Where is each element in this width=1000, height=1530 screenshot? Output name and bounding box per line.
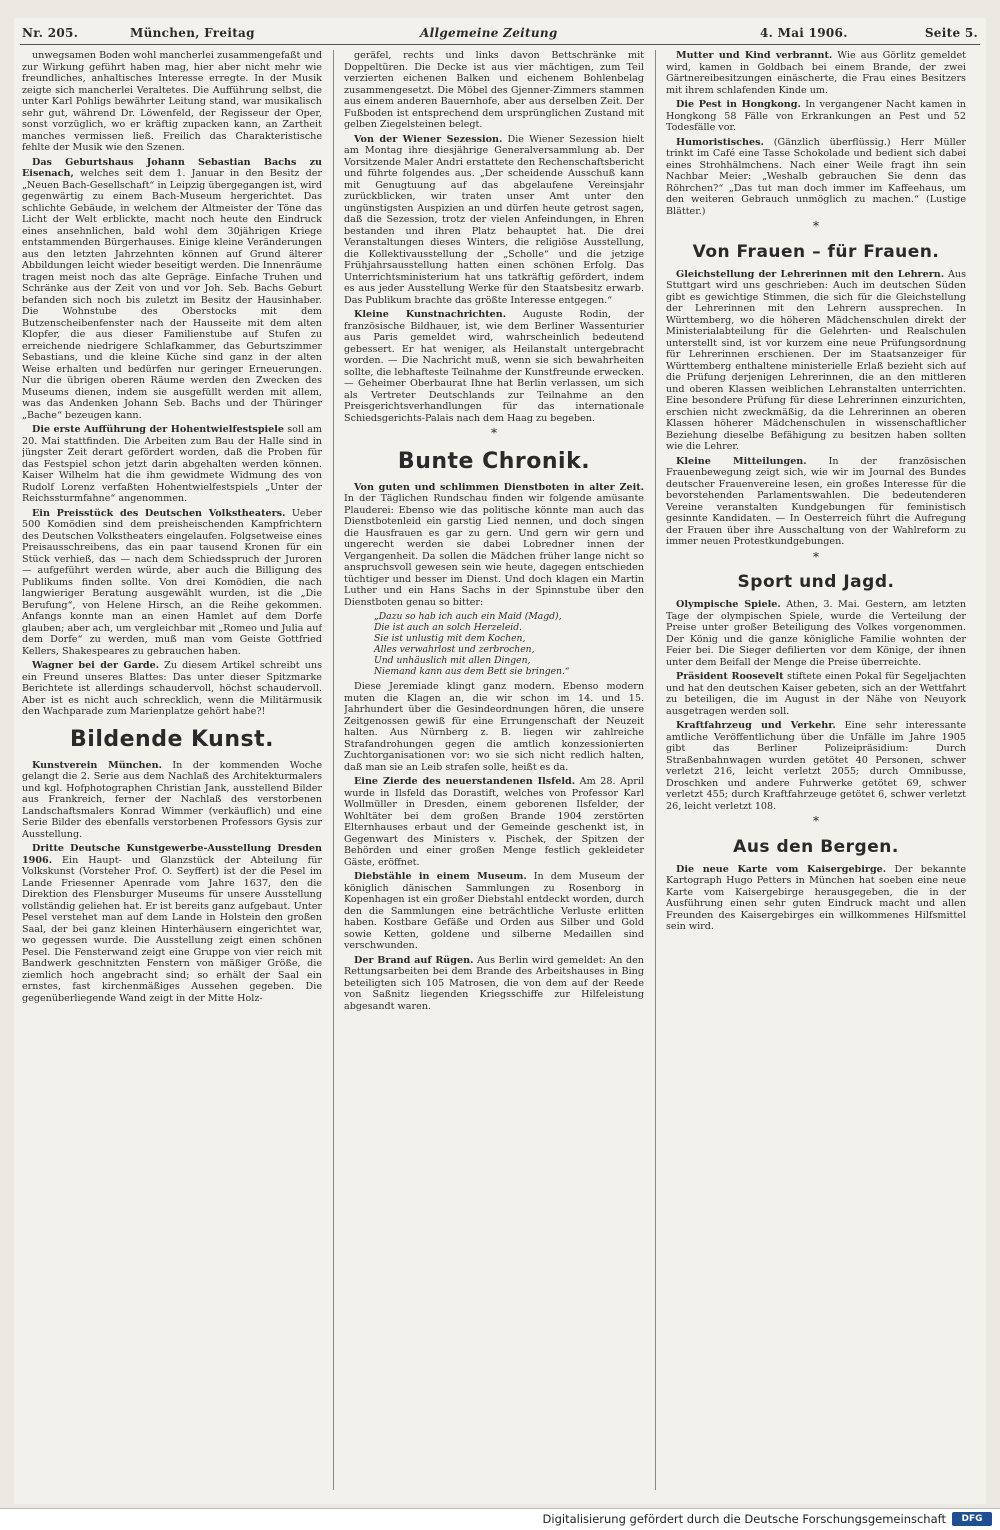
article-heading: Die Pest in Hongkong. <box>676 99 801 110</box>
article-heading: Die erste Aufführung der Hohentwielfestspiele <box>32 424 285 435</box>
article-text: Am 28. April wurde in Ilsfeld das Dorastift, welches von Professor Karl Wollmüller in Dresden, einem geborenen Ilsfelder, der Wohltäter bei dem großen Brande 1904 zerstörten Elternhauses erbaut und der Gemeinde geschenkt ist, in Gegenwart des Ministers v. Pischek, der Spitzen der Behörden und einer großen Menge festlich gekleideter Gäste, eröffnet. <box>344 776 644 868</box>
article-text: In dem Museum der königlich dänischen Sammlungen zu Rosenborg in Kopenhagen ist ein großer Diebstahl entdeckt worden, durch den die Sammlungen eine beträchtliche Verluste erlitten haben. Kostbare Gefäße und Orden aus Silber und Gold sowie Ketten, goldene und silberne Medaillen sind verschwunden. <box>344 871 644 951</box>
issue-date: 4. Mai 1906. <box>760 26 848 40</box>
article-text: welches seit dem 1. Januar in den Besitz der „Neuen Bach-Gesellschaft“ in Leipzig übergegangen ist, wird gegenwärtig zu einem Bach-Museum hergerichtet. Das schlichte Gebäude, in welchem der Altmeister der Töne das Licht der Welt erblickte, macht noch heute den Eindruck eines ansehnlichen, bald wohl dem 30jährigen Kriege entstammenden Bürgerhauses. Einige kleine Veränderungen aus den letzten Jahrzehnten können auf Grund älterer Abbildungen leicht wieder beseitigt werden. Die Innenräume tragen meist noch das alte Gepräge. Einfache Truhen und Schränke aus der Zeit von und vor Joh. Seb. Bachs Geburt befanden sich noch bis zuletzt im Besitz der Hausinhaber. Die Wohnstube des Oberstocks mit dem Butzenscheibenfenster nach der Hausseite mit dem alten Klopfer, die aus dieser Familienstube auf Stufen zu erreichende niedrigere Schlafkammer, das Geburtszimmer Sebastians, und die kleine Küche sind ganz in der alten Weise erhalten und bedürfen nur geringer Erneuerungen. Nur die übrigen oberen Räume werden den Zwecken des Museums dienen, indem sie ausgefüllt werden mit allem, was das Andenken Johann Seb. Bachs und der Thüringer „Bache“ bezeugen kann. <box>22 168 322 421</box>
article-heading: Wagner bei der Garde. <box>32 660 160 671</box>
article <box>666 137 966 218</box>
article-heading: Kraftfahrzeug und Verkehr. <box>676 720 836 731</box>
article <box>666 864 966 933</box>
column-3 <box>666 50 966 1490</box>
article-text: In der kommenden Woche gelangt die 2. Serie aus dem Nachlaß des Architekturmalers und kgl. Hofphotographen Christian Jank, ausstellend Bilder aus Frankreich, ferner der Nachlaß des verstorbenen Landschaftsmalers Konrad Wimmer (verkäuflich) und eine Serie Bilder des ebenfalls verstorbenen Professors Gysis zur Ausstellung. <box>22 759 322 840</box>
column-divider <box>333 50 334 1490</box>
article <box>22 760 322 841</box>
article-heading: Die neue Karte vom Kaisergebirge. <box>676 863 887 875</box>
article <box>22 157 322 422</box>
column-1 <box>22 50 322 1490</box>
article-text: (Gänzlich überflüssig.) Herr Müller trinkt im Café eine Tasse Schokolade und bedient sich dabei eines Strohhälmchens. Nach einer Weile fragt ihn sein Nachbar Meier: „Weshalb gebrauchen Sie denn das Röhrchen?“ „Das tut man doch immer im Kaffeehaus, um den weiteren Gebrauch unmöglich zu machen.“ (Lustige Blätter.) <box>666 136 966 217</box>
article-heading: Präsident Roosevelt <box>676 671 784 682</box>
article-text: Ein Haupt- und Glanzstück der Abteilung für Volkskunst (Vorsteher Prof. O. Seyffert) ist der die Pesel im Lande Friesenner Apenrade vom Jahre 1637, den die Direktion des Flensburger Museums für unsere Ausstellung vollständig geliehen hat. Er ist bereits ganz aufgebaut. Unter Pesel verstehet man auf dem Lande in Holstein den großen Saal, der bei ganz kleinen Hinterhäusern eingerichtet war, wo gegessen wurde. Die Ausstellung zeigt einen schönen Pesel. Die Fensterwand zeigt eine Gruppe von vier reich mit Bandwerk geschnitzten Fenstern von mäßiger Größe, die ziemlich hoch angebracht sind; so erhält der Saal ein ernstes, fast kirchenmäßiges Aussehen gegeben. Die gegenüberliegende Wand zeigt in der Mitte Holz- <box>22 854 322 1004</box>
article-heading: Kunstverein München. <box>32 759 162 771</box>
section-ornament: * <box>813 219 819 233</box>
city-day: München, Freitag <box>130 26 255 40</box>
article-heading: Kleine Kunstnachrichten. <box>354 309 507 320</box>
article-heading: Mutter und Kind verbrannt. <box>676 50 833 61</box>
article-text: geräfel, rechts und links davon Bettschränke mit Doppeltüren. Die Decke ist aus vier mächtigen, zum Teil verzierten eichenen Balken und eichenem Bohlenbelag zusammengesetzt. Die Möbel des Gjenner-Zimmers stammen aus einem anderen Bauernhofe, aber aus derselben Zeit. Der Fußboden ist entsprechend dem ursprünglichen Zustand mit gelben Ziegelsteinen belegt. <box>344 50 644 130</box>
poem-line: Niemand kann aus dem Bett sie bringen.“ <box>374 666 570 677</box>
article-heading: Olympische Spiele. <box>676 599 781 610</box>
article-text: Der bekannte Kartograph Hugo Petters in München hat soeben eine neue Karte vom Kaisergebirge herausgegeben, die in der Ausführung einen sehr guten Eindruck macht und allen Freunden des Kaisergebirges ein willkommenes Hilfsmittel sein wird. <box>666 863 966 932</box>
article <box>344 871 644 952</box>
article <box>22 424 322 505</box>
column-divider <box>655 50 656 1490</box>
poem-line: Die ist auch an solch Herzeleid. <box>374 622 523 633</box>
article <box>344 776 644 868</box>
poem-line: „Dazu so hab ich auch ein Maid (Magd), <box>374 611 562 622</box>
article <box>22 660 322 718</box>
funding-notice: Digitalisierung gefördert durch die Deutsche Forschungsgemeinschaft <box>542 1512 946 1526</box>
poem-line: Alles verwahrlost und zerbrochen, <box>374 644 535 655</box>
column-2 <box>344 50 644 1490</box>
article-text: Auguste Rodin, der französische Bildhauer, ist, wie dem Berliner Wassenturier aus Paris gemeldet wird, wahrscheinlich bedeutend gebessert. Er hat weniger, als Heilanstalt untergebracht worden. — Die Nachricht muß, wenn sie sich bewahrheiten sollte, die lebhafteste Teilnahme der Kunstfreunde erwecken. — Geheimer Oberbaurat Ihne hat Berlin verlassen, um sich als Vertreter Deutschlands zur Teilnahme an den Preisgerichtsverhandlungen für das internationale Schiedsgerichts-Palais nach dem Haag zu begeben. <box>344 309 644 424</box>
page-header <box>20 24 980 45</box>
section-heading-bunte-chronik: Bunte Chronik. <box>397 448 591 474</box>
article-text: soll am 20. Mai stattfinden. Die Arbeiten zum Bau der Halle sind in jüngster Zeit derart gefördert worden, daß die Proben für das Festspiel schon jetzt darin abgehalten werden können. Kaiser Wilhelm hat die ihm gewidmete Widmung des von Rudolf Lorenz verfaßten Hohentwielfestspiels „Unter der Reichssturmfahne“ angenommen. <box>22 424 322 504</box>
section-ornament: * <box>491 426 497 440</box>
article-text: Aus Stuttgart wird uns geschrieben: Auch im deutschen Süden gibt es gewichtige Stimmen, die sich für die Gleichstellung der Lehrerinnen mit den Lehrern aussprechen. In Württemberg, wo die höheren Mädchenschulen direkt der Ministerialabteilung für die Gelehrten- und Realschulen unterstellt sind, ist vor kurzem eine neue Prüfungsordnung für Lehrerinnen erschienen. Der im Staatsanzeiger für Württemberg enthaltene ministerielle Erlaß bezieht sich auf die Prüfung derjenigen Lehrerinnen, die an den mittleren und oberen Klassen weiblichen Lehranstalten unterrichten. Eine besondere Prüfung für diese Lehrerinnen einzurichten, erschien nicht zweckmäßig, da die Lehrerinnen an oberen Klassen höherer Mädchenschulen in wissenschaftlicher Beziehung dieselbe Befähigung zu besitzen haben sollten wie die Lehrer. <box>666 268 966 452</box>
article <box>666 99 966 134</box>
article-text: stiftete einen Pokal für Segeljachten und hat den deutschen Kaiser gebeten, sich an der Wettfahrt zu beteiligen, die im August in der Nähe von Neuyork ausgetragen werden soll. <box>666 671 966 717</box>
article-text: unwegsamen Boden wohl mancherlei zusammengefaßt und zur Wirkung geführt haben mag, hier aber nicht mehr wie freundliches, anhaltisches Interesse erregte. In der Musik zeigte sich mancherlei Veraltetes. Die Aufführung selbst, die unter Karl Pohligs bewährter Leitung stand, war musikalisch sehr gut, während Dr. Löwenfeld, der Regisseur der Oper, sonst vorzüglich, wo er kräftig zupacken kann, an Zartheit manches vermissen ließ. Freilich das Charakteristische fehlte der Musik wie den Szenen. <box>22 50 322 153</box>
article-heading: Von guten und schlimmen Dienstboten in alter Zeit. <box>354 481 644 493</box>
article-text: Zu diesem Artikel schreibt uns ein Freund unseres Blattes: Das unter dieser Spitzmarke Berichtete ist allerdings schaudervoll, höchst schaudervoll. Aber ist es nicht auch schrecklich, wenn die Militärmusik den Wachparade zum Marienplatze gehört habe?! <box>22 660 322 717</box>
article-heading: Eine Zierde des neuerstandenen Ilsfeld. <box>354 776 576 787</box>
article-heading: Kleine Mitteilungen. <box>676 455 807 467</box>
section-ornament: * <box>813 814 819 828</box>
paper-title: Allgemeine Zeitung <box>420 26 558 40</box>
article <box>344 482 644 609</box>
article <box>22 843 322 1004</box>
section-ornament: * <box>813 549 819 564</box>
section-heading-bergen: Aus den Bergen. <box>733 836 899 857</box>
article <box>666 269 966 453</box>
article-heading: Gleichstellung der Lehrerinnen mit den Lehrern. <box>676 268 945 280</box>
article-heading: Das Geburtshaus Johann Sebastian Bachs zu Eisenach, <box>22 156 322 179</box>
article-text: Wie aus Görlitz gemeldet wird, kamen in Goldbach bei einem Brande, der zwei Gärtnereibesitzungen einäscherte, die Frau eines Besitzers mit ihrem schlafenden Kinde um. <box>666 50 966 96</box>
poem-line: Sie ist unlustig mit dem Kochen, <box>374 633 526 644</box>
article <box>344 309 644 424</box>
poem-quote <box>374 611 644 677</box>
article-heading: Von der Wiener Sezession. <box>354 133 503 145</box>
page-number: Seite 5. <box>924 26 978 40</box>
article <box>666 720 966 812</box>
article-text: Diese Jeremiade klingt ganz modern. Ebenso modern muten die Klagen an, die wir schon im 14. und 15. Jahrhundert über die Gesindeordnungen hören, die unsere Zeitgenossen gewiß für eine Errungenschaft der Neuzeit halten. Aus Nürnberg z. B. liegen wir zahlreiche Strafandrohungen gegen die amtlich konzessionierten Zuchtorganisationen vor: wo sie sich nicht redlich halten, daß man sie an Leib strafen solle, heißt es da. <box>344 681 644 773</box>
digitization-footer <box>0 1508 1000 1530</box>
section-heading-bildende-kunst: Bildende Kunst. <box>70 726 274 752</box>
article-heading: Ein Preisstück des Deutschen Volkstheaters. <box>32 507 286 519</box>
article <box>666 50 966 96</box>
article-heading: Der Brand auf Rügen. <box>354 954 474 966</box>
article-heading: Dritte Deutsche Kunstgewerbe-Ausstellung Dresden 1906. <box>22 843 322 866</box>
article-text: Die Wiener Sezession hielt am Montag ihre diesjährige Generalversammlung ab. Der Vorsitzende Maler Andri erstattete den Rechenschaftsbericht und führte folgendes aus. „Der scheidende Ausschuß kann mit Genugtuung auf das abgelaufene Vereinsjahr zurückblicken, wir traten unser Amt unter den ungünstigsten Auspizien an und dürfen heute getrost sagen, daß die Sezession, trotz der vielen Anfeindungen, in Ehren bestanden und ihren Platz behauptet hat. Die drei Veranstaltungen dieses Winters, die religiöse Ausstellung, die Kollektivausstellung der „Scholle“ und die jetzige Frühjahrsausstellung hatten einen schönen Erfolg. Das Unterrichtsministerium hat uns tatkräftig gefördert, indem es aus jeder Ausstellung Werke für den Staatsbesitz erwarb. Das Publikum brachte das größte Interesse entgegen.“ <box>344 133 644 306</box>
issue-number: Nr. 205. <box>22 26 79 40</box>
article <box>666 456 966 548</box>
article-text: In der Täglichen Rundschau finden wir folgende amüsante Plauderei: Ebenso wie das politische könnte man auch das Dienstbotenleid ein garstig Lied nennen, und doch singen die Hausfrauen es gar zu gern. Und gern wir gern und ungerecht werden sie dabei Lobredner innen der Vergangenheit. Da sollen die Mädchen früher lange nicht so anspruchsvoll gewesen sein wie heute, dagegen entschieden tüchtiger und besser im Dienst. Und doch klagen ein Martin Luther und ein Hans Sachs in der Spinnstube über den Dienstboten genau so bitter: <box>344 493 644 608</box>
newspaper-page <box>14 18 986 1504</box>
article-text: Ueber 500 Komödien sind dem preisheischenden Kampfrichtern des Deutschen Volkstheaters eingelaufen. Folgsetweise eines Preisausschreibens, das ein paar tausend Kronen für ein Stück verhieß, das — nach dem Schiedsspruch der Juroren — aufgeführt werden würde, aber auch die Billigung des Publikums finden sollte. Von drei Komödien, die nach langwieriger Beratung ausgewählt wurden, ist die „Die Berufung“, von Helene Hirsch, an die Reihe gekommen. Anfangs konnte man an einen Hamlet auf dem Dorfe glauben; aber ach, um vergleichbar mit „Romeo und Julia auf dem Dorfe“ zu werden, muß man vom Geiste Gottfried Kellers, Shakespeares zu gebrauchen haben. <box>22 507 322 657</box>
dfg-logo: DFG <box>952 1512 992 1526</box>
poem-line: Und unhäuslich mit allen Dingen, <box>374 655 531 666</box>
article-text: Athen, 3. Mai. Gestern, am letzten Tage der olympischen Spiele, wurde die Verteilung der Preise unter großer Beteiligung des Volkes vorgenommen. Der König und die ganze königliche Familie wohnten der Feier bei. Die Sieger defilierten vor dem Könige, der ihnen unter dem Beifall der Menge die Preise überreichte. <box>666 599 966 668</box>
article <box>344 134 644 307</box>
article-text: In vergangener Nacht kamen in Hongkong 58 Fälle von Erkrankungen an Pest und 52 Todesfälle vor. <box>666 99 966 133</box>
article <box>22 508 322 658</box>
article-heading: Humoristisches. <box>676 136 764 148</box>
section-heading-frauen: Von Frauen – für Frauen. <box>692 241 940 262</box>
article <box>344 955 644 1013</box>
article-text: Aus Berlin wird gemeldet: An den Rettungsarbeiten bei dem Brande des Arbeitshauses in Bing beteiligten sich 105 Matrosen, die von dem auf der Reede von Saßnitz liegenden Kriegsschiffe zur Hilfeleistung abgesandt waren. <box>344 954 644 1012</box>
article-text: In der französischen Frauenbewegung zeigt sich, wie wir im Journal des Bundes deutscher Frauenvereine lesen, ein großes Interesse für die bevorstehenden Parlamentswahlen. Die bedeutenderen Vereine veranstalten Kundgebungen für feministisch gesinnte Kandidaten. — In Oesterreich führt die Aufregung der Frauen über ihre Ausschaltung von der Wahlreform zu immer neuen Protestkundgebungen. <box>666 455 966 547</box>
section-heading-sport: Sport und Jagd. <box>737 572 895 592</box>
article-text: Eine sehr interessante amtliche Veröffentlichung über die Unfälle im Jahre 1905 gibt das Berliner Polizeipräsidium: Durch Straßenbahnwagen wurden getötet 40 Personen, schwer verletzt 216, leicht verletzt 2055; durch Omnibusse, Droschken und andere Fuhrwerke getötet 69, schwer verletzt 455; durch Kraftfahrzeuge getötet 6, schwer verletzt 26, leicht verletzt 108. <box>666 720 966 812</box>
article <box>666 599 966 668</box>
article <box>666 671 966 717</box>
article-heading: Diebstähle in einem Museum. <box>354 871 527 882</box>
